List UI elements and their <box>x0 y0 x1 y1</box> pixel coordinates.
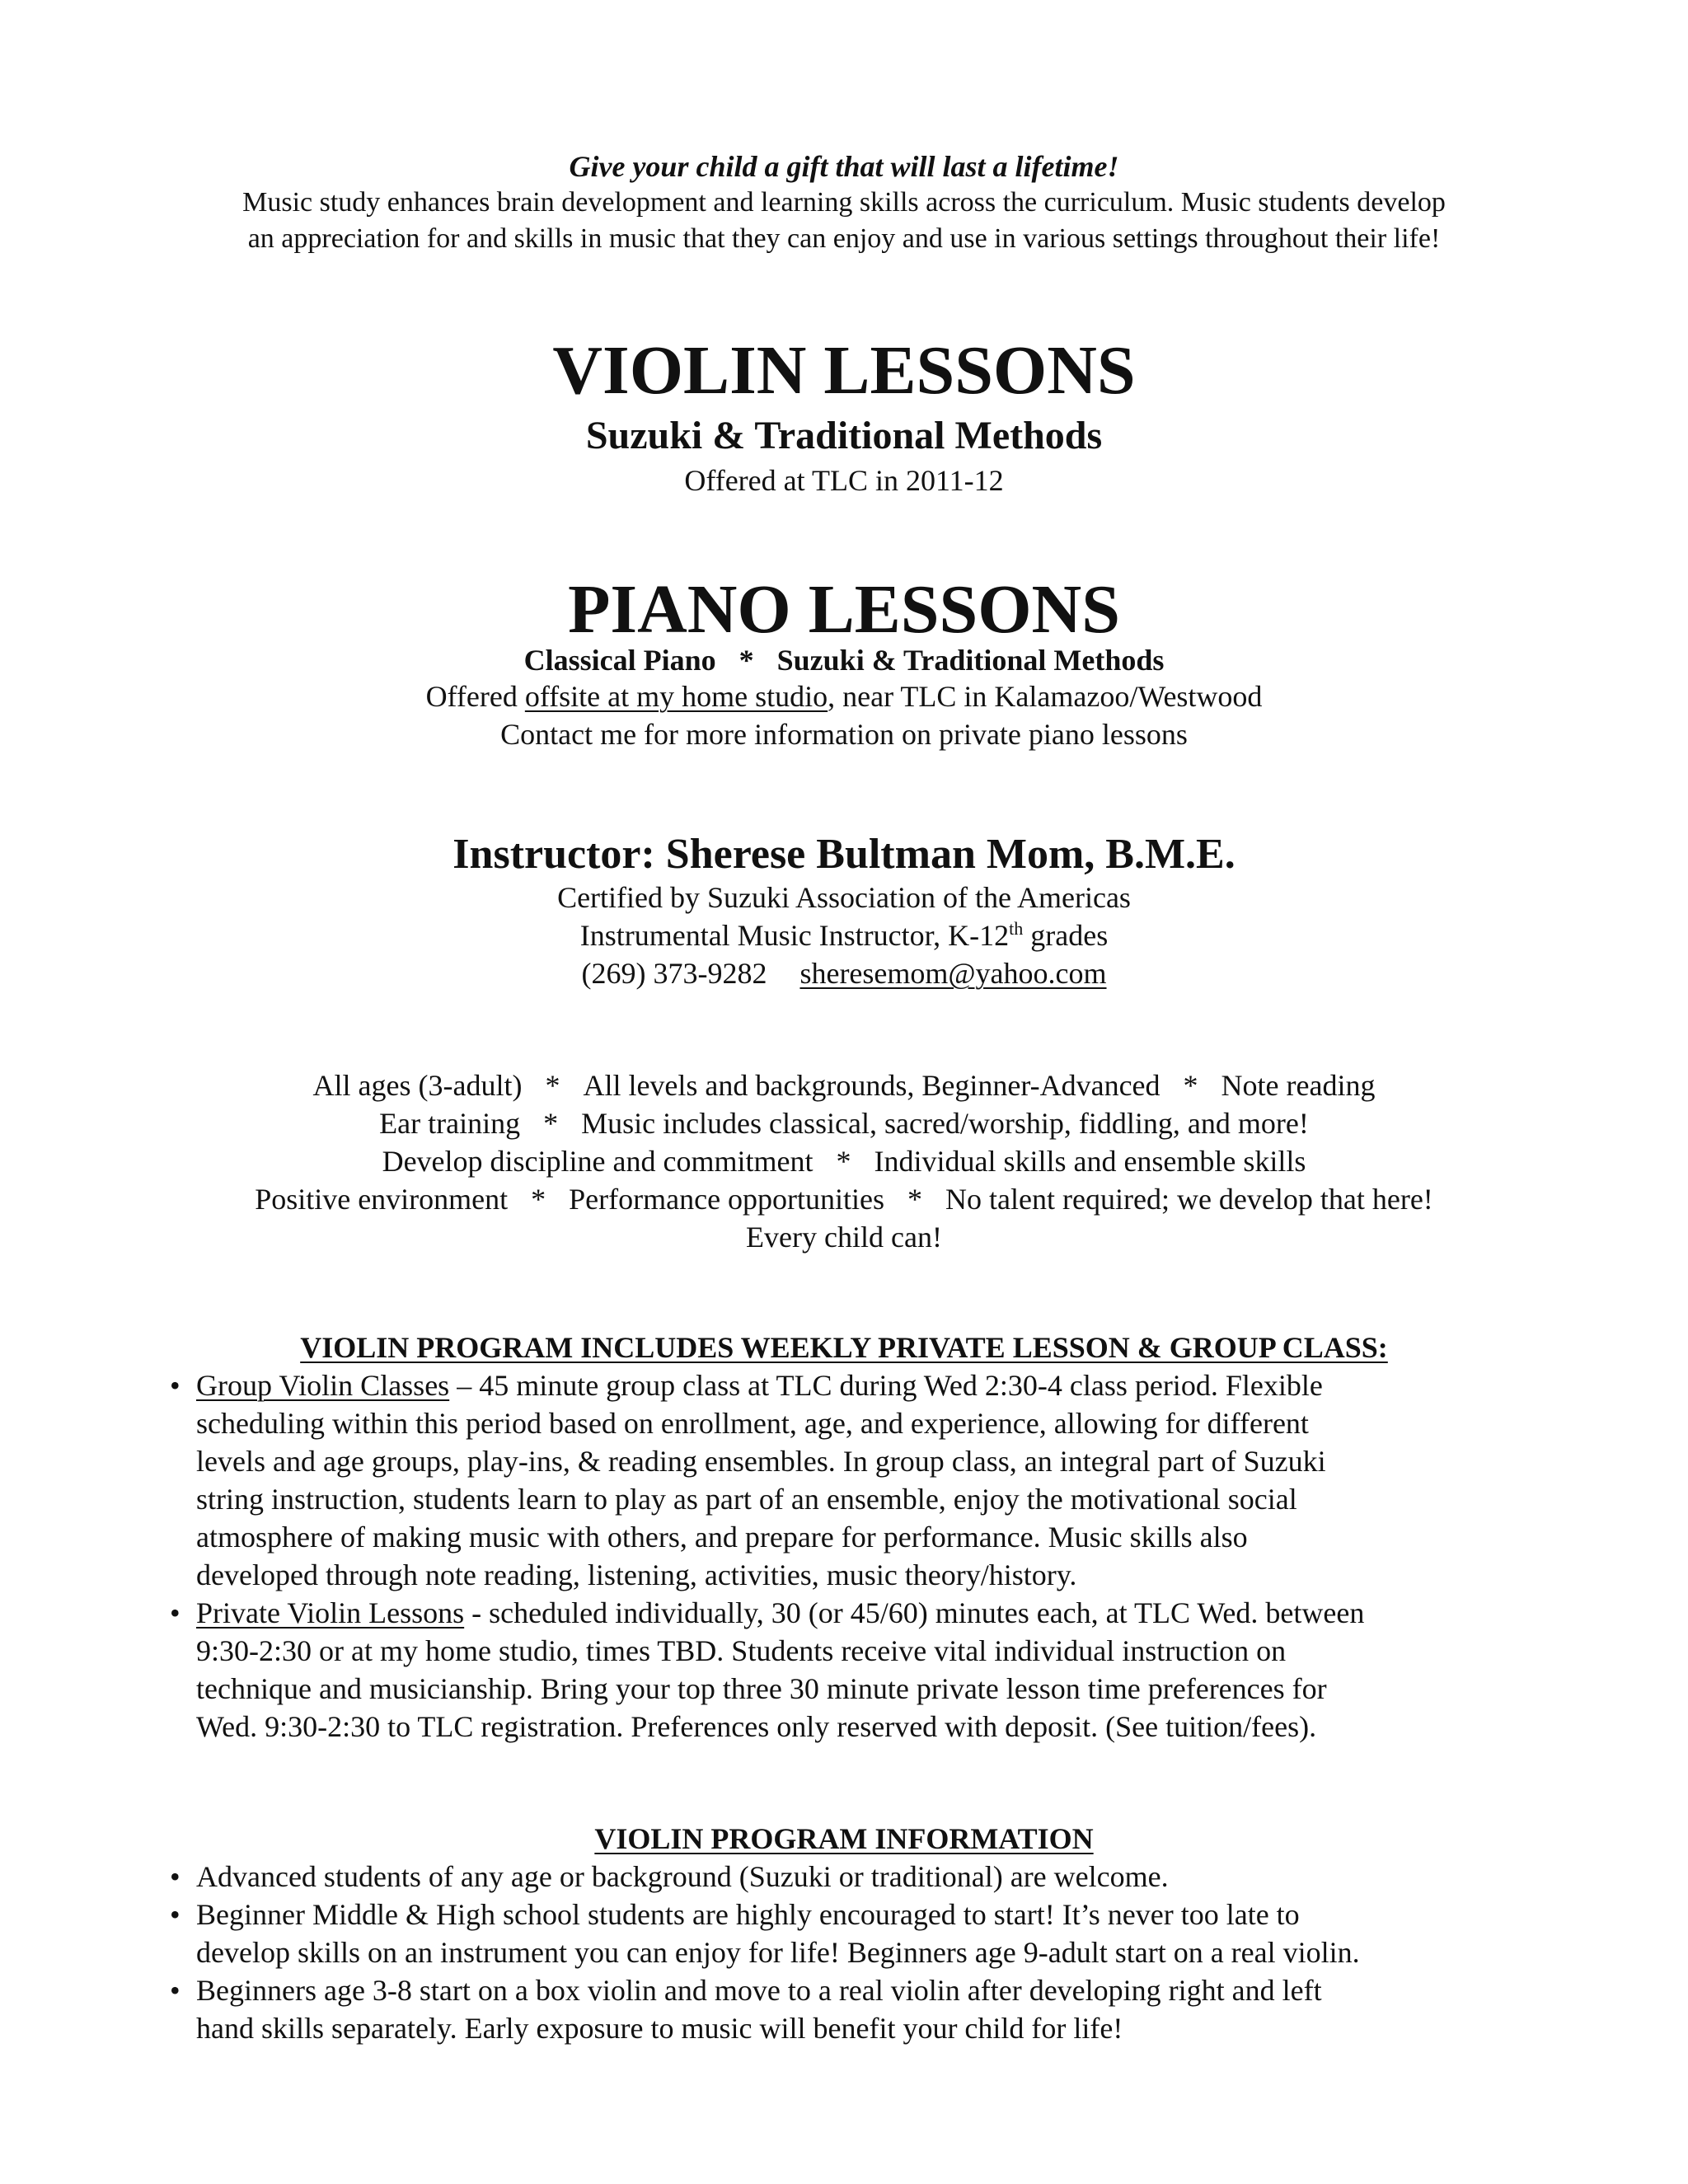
instructor-phone: (269) 373-9282 <box>581 957 767 990</box>
list-item-text: 9:30-2:30 or at my home studio, times TBD. Students receive vital individual instruction on <box>196 1634 1287 1667</box>
feature-all-levels: All levels and backgrounds, Beginner-Advanced <box>583 1069 1160 1102</box>
piano-offered-suffix: , near TLC in Kalamazoo/Westwood <box>828 680 1263 713</box>
feature-music-includes: Music includes classical, sacred/worship, fiddling, and more! <box>581 1107 1309 1140</box>
list-item-text: Beginners age 3-8 start on a box violin and move to a real violin after developing right and left <box>196 1974 1322 2007</box>
info-list <box>170 1858 1489 2047</box>
list-item <box>170 1366 1489 1594</box>
list-item-text: string instruction, students learn to play as part of an ensemble, enjoy the motivational social <box>196 1483 1297 1516</box>
violin-offered: Offered at TLC in 2011-12 <box>684 464 1004 497</box>
instructor-role <box>0 916 1688 954</box>
piano-method-suzuki: Suzuki & Traditional Methods <box>776 644 1165 677</box>
separator-star: * <box>1183 1069 1198 1102</box>
instructor-contact <box>0 954 1688 992</box>
feature-ear-training: Ear training <box>379 1107 521 1140</box>
list-item-text: developed through note reading, listening, activities, music theory/history. <box>196 1558 1077 1591</box>
features-line-1 <box>0 1066 1688 1104</box>
piano-contact: Contact me for more information on private piano lessons <box>500 718 1188 751</box>
list-item-text: – 45 minute group class at TLC during Wed 2:30-4 class period. Flexible <box>449 1369 1323 1402</box>
bullet-icon: • <box>170 1596 181 1629</box>
feature-performance: Performance opportunities <box>569 1183 885 1216</box>
instructor-heading: Instructor: Sherese Bultman Mom, B.M.E. <box>452 831 1236 878</box>
feature-skills: Individual skills and ensemble skills <box>874 1145 1306 1178</box>
list-item-text: Advanced students of any age or background (Suzuki or traditional) are welcome. <box>196 1860 1169 1893</box>
list-item <box>170 1971 1489 2047</box>
list-item-text: levels and age groups, play-ins, & reading ensembles. In group class, an integral part of Suzuki <box>196 1445 1326 1478</box>
feature-discipline: Develop discipline and commitment <box>382 1145 814 1178</box>
feature-positive-environment: Positive environment <box>255 1183 509 1216</box>
list-item-text: scheduling within this period based on enrollment, age, and experience, allowing for different <box>196 1407 1309 1440</box>
list-item-text: technique and musicianship. Bring your top three 30 minute private lesson time preferences for <box>196 1672 1327 1705</box>
instructor-role-superscript: th <box>1009 918 1024 939</box>
bullet-icon: • <box>170 1898 181 1931</box>
separator-star: * <box>531 1183 546 1216</box>
list-item-text: develop skills on an instrument you can enjoy for life! Beginners age 9-adult start on a real violin. <box>196 1936 1360 1969</box>
intro-line-1: Music study enhances brain development and learning skills across the curriculum. Music students develop <box>242 187 1446 218</box>
features-line-4 <box>0 1180 1688 1218</box>
bullet-icon: • <box>170 1369 181 1402</box>
feature-all-ages: All ages (3-adult) <box>312 1069 523 1102</box>
piano-offered-prefix: Offered <box>425 680 525 713</box>
piano-offered <box>0 677 1688 715</box>
violin-subtitle: Suzuki & Traditional Methods <box>585 414 1103 457</box>
features-line-2 <box>0 1104 1688 1142</box>
list-item-text: atmosphere of making music with others, and prepare for performance. Music skills also <box>196 1521 1248 1554</box>
instructor-email-link[interactable]: sheresemom@yahoo.com <box>799 957 1107 990</box>
separator-star: * <box>545 1069 560 1102</box>
features-line-3 <box>0 1142 1688 1180</box>
program-heading: VIOLIN PROGRAM INCLUDES WEEKLY PRIVATE LESSON & GROUP CLASS: <box>300 1331 1388 1364</box>
bullet-icon: • <box>170 1974 181 2007</box>
intro-line-2: an appreciation for and skills in music that they can enjoy and use in various settings throughout their life! <box>247 223 1441 254</box>
list-item-text: - scheduled individually, 30 (or 45/60) minutes each, at TLC Wed. between <box>464 1596 1365 1629</box>
tagline: Give your child a gift that will last a lifetime! <box>569 150 1119 183</box>
piano-title: PIANO LESSONS <box>568 571 1120 648</box>
list-item <box>170 1896 1489 1971</box>
bullet-icon: • <box>170 1860 181 1893</box>
program-list <box>170 1366 1489 1746</box>
instructor-role-prefix: Instrumental Music Instructor, K-12 <box>579 919 1010 952</box>
features-line-5: Every child can! <box>746 1221 942 1254</box>
piano-methods <box>0 641 1688 679</box>
list-item-text: Wed. 9:30-2:30 to TLC registration. Preferences only reserved with deposit. (See tuition/fees). <box>196 1710 1317 1743</box>
list-item <box>170 1594 1489 1746</box>
list-item-text: Beginner Middle & High school students are highly encouraged to start! It’s never too late to <box>196 1898 1300 1931</box>
feature-no-talent: No talent required; we develop that here! <box>945 1183 1433 1216</box>
private-violin-lessons-label: Private Violin Lessons <box>196 1596 465 1629</box>
instructor-role-suffix: grades <box>1023 919 1109 952</box>
info-heading: VIOLIN PROGRAM INFORMATION <box>594 1822 1094 1855</box>
home-studio-text: offsite at my home studio <box>524 680 828 713</box>
piano-method-classical: Classical Piano <box>523 644 716 677</box>
violin-title: VIOLIN LESSONS <box>552 332 1136 409</box>
group-violin-classes-label: Group Violin Classes <box>196 1369 450 1402</box>
list-item-text: hand skills separately. Early exposure to music will benefit your child for life! <box>196 2012 1123 2045</box>
separator-star: * <box>738 644 754 677</box>
separator-star: * <box>836 1145 851 1178</box>
separator-star: * <box>907 1183 923 1216</box>
feature-note-reading: Note reading <box>1221 1069 1376 1102</box>
instructor-certification: Certified by Suzuki Association of the Americas <box>557 881 1131 914</box>
separator-star: * <box>543 1107 559 1140</box>
list-item <box>170 1858 1489 1896</box>
